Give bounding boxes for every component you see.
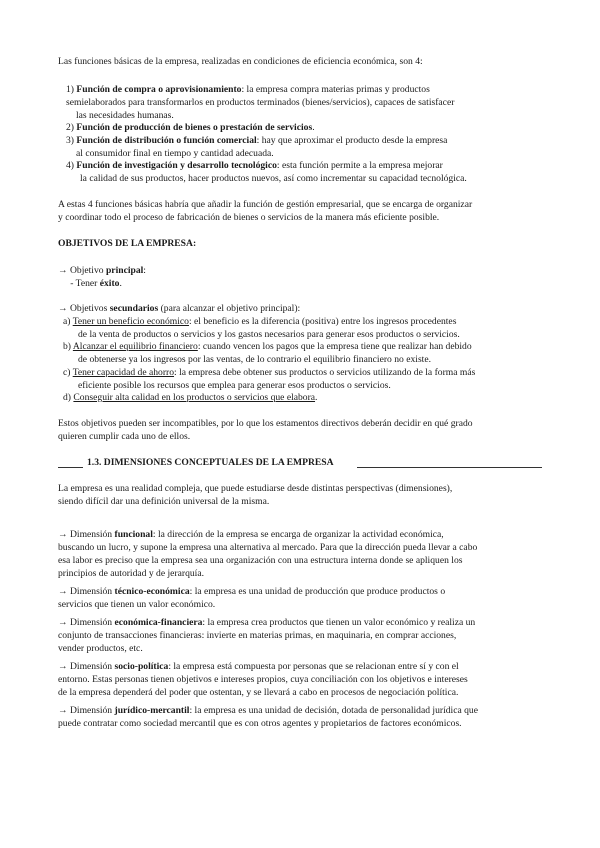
function-title: Función de investigación y desarrollo tecnológico bbox=[76, 160, 277, 171]
secundario-item-b bbox=[63, 341, 472, 353]
dimension-text-cont: conjunto de transacciones financieras: invierte en materias primas, en maquinaria, en comprar acciones, bbox=[58, 630, 457, 641]
item-title: Conseguir alta calidad en los productos o servicios que elabora bbox=[73, 392, 316, 403]
dimension-name: socio-política bbox=[114, 661, 169, 672]
dimension-prefix: → Dimensión bbox=[58, 529, 115, 540]
dimension-prefix: → Dimensión bbox=[58, 617, 115, 628]
incompatibles-paragraph-line: quieren cumplir cada uno de ellos. bbox=[58, 431, 191, 442]
dimension-text-cont: principios de autoridad y de jerarquía. bbox=[58, 568, 204, 579]
function-title: Función de distribución o función comercial bbox=[76, 135, 257, 146]
function-text: . bbox=[312, 122, 315, 133]
objetivo-prefix: → Objetivos bbox=[58, 303, 110, 314]
function-item-1 bbox=[66, 84, 430, 96]
dimension-text: : la dirección de la empresa se encarga de organizar la actividad económica, bbox=[152, 529, 444, 540]
objetivos-secundarios bbox=[58, 303, 300, 315]
objetivo-suffix: : bbox=[143, 265, 146, 276]
dimension-text: : la empresa crea productos que tienen un valor económico y realiza un bbox=[202, 617, 476, 628]
item-title: Tener un beneficio económico bbox=[72, 316, 189, 327]
secundario-item-c bbox=[63, 367, 475, 379]
function-text: : la empresa compra materias primas y productos bbox=[241, 84, 430, 95]
secundario-item-cont: de la venta de productos o servicios y los gastos necesarios para generar esos productos o servicios. bbox=[78, 329, 460, 340]
secundario-item-cont: eficiente posible los recursos que emplea para generar esos productos o servicios. bbox=[78, 380, 391, 391]
item-prefix: - Tener bbox=[70, 278, 100, 289]
section-rule-right bbox=[357, 467, 542, 468]
objetivo-principal bbox=[58, 265, 146, 277]
objetivo-suffix: (para alcanzar el objetivo principal): bbox=[158, 303, 301, 314]
dimension-text: : la empresa está compuesta por personas que se relacionan entre sí y con el bbox=[168, 661, 459, 672]
incompatibles-paragraph-line: Estos objetivos pueden ser incompatibles, por lo que los estamentos directivos deberán decidir en qué grado bbox=[58, 418, 473, 429]
objetivo-principal-item bbox=[63, 278, 122, 290]
objetivos-secundarios-label: secundarios bbox=[109, 303, 159, 314]
gestion-paragraph-line: A estas 4 funciones básicas habría que añadir la función de gestión empresarial, que se encarga de organizar bbox=[58, 199, 473, 210]
function-number: 2) bbox=[66, 122, 74, 133]
item-title: Alcanzar el equilibrio financiero bbox=[72, 341, 198, 352]
secundario-item-a bbox=[63, 316, 456, 328]
item-letter: c) bbox=[63, 367, 71, 378]
function-item-4 bbox=[66, 160, 443, 172]
item-text: : el beneficio es la diferencia (positiva) entre los ingresos procedentes bbox=[188, 316, 457, 327]
dimension-socio-politica bbox=[58, 661, 459, 673]
dimension-text-cont: entorno. Estas personas tienen objetivos e intereses propios, cuya conciliación con los objetivos e intereses bbox=[58, 674, 468, 685]
dimension-prefix: → Dimensión bbox=[58, 661, 115, 672]
item-text: : la empresa debe obtener sus productos o servicios utilizando de la forma más bbox=[174, 367, 476, 378]
item-letter: d) bbox=[63, 392, 71, 403]
item-letter: b) bbox=[63, 341, 71, 352]
function-text: : esta función permite a la empresa mejorar bbox=[276, 160, 443, 171]
dimension-text-cont: vender productos, etc. bbox=[58, 643, 143, 654]
item-letter: a) bbox=[63, 316, 71, 327]
objetivos-heading: OBJETIVOS DE LA EMPRESA: bbox=[58, 238, 197, 249]
objetivo-prefix: → Objetivo bbox=[58, 265, 106, 276]
dimension-text-cont: de la empresa dependerá del poder que ostentan, y se llevará a cabo en procesos de negociación política. bbox=[58, 687, 459, 698]
function-text-cont: semielaborados para transformarlos en productos terminados (bienes/servicios), capaces de satisfacer bbox=[66, 97, 455, 108]
dimension-text: : la empresa es una unidad de decisión, dotada de personalidad jurídica que bbox=[189, 705, 478, 716]
dimension-juridico-mercantil bbox=[58, 705, 478, 717]
dimension-funcional bbox=[58, 529, 444, 541]
function-number: 3) bbox=[66, 135, 74, 146]
dimension-name: técnico-económica bbox=[114, 586, 190, 597]
dimension-name: económica-financiera bbox=[114, 617, 203, 628]
section-title: 1.3. DIMENSIONES CONCEPTUALES DE LA EMPRESA bbox=[87, 457, 334, 468]
secundario-item-cont: de obtenerse ya los ingresos por las ventas, de lo contrario el equilibrio financiero no existe. bbox=[78, 354, 431, 365]
item-title: Tener capacidad de ahorro bbox=[72, 367, 175, 378]
dimension-name: jurídico-mercantil bbox=[114, 705, 190, 716]
item-text: . bbox=[315, 392, 318, 403]
function-text-cont: la calidad de sus productos, hacer productos nuevos, así como incrementar su capacidad tecnológica. bbox=[80, 173, 467, 184]
dimension-prefix: → Dimensión bbox=[58, 586, 115, 597]
item-suffix: . bbox=[119, 278, 122, 289]
function-number: 1) bbox=[66, 84, 74, 95]
function-text: : hay que aproximar el producto desde la empresa bbox=[256, 135, 448, 146]
function-number: 4) bbox=[66, 160, 74, 171]
section-rule-left bbox=[58, 467, 83, 468]
dimension-tecnico-economica bbox=[58, 586, 445, 598]
item-text: : cuando vencen los pagos que la empresa tiene que realizar han debido bbox=[197, 341, 472, 352]
function-text-cont: las necesidades humanas. bbox=[76, 110, 174, 121]
dimension-text: : la empresa es una unidad de producción que produce productos o bbox=[189, 586, 446, 597]
dimension-prefix: → Dimensión bbox=[58, 705, 115, 716]
dimension-text-cont: buscando un lucro, y supone la empresa una alternativa al mercado. Para que la dirección pueda llevar a cabo bbox=[58, 542, 478, 553]
function-title: Función de compra o aprovisionamiento bbox=[76, 84, 242, 95]
function-item-3 bbox=[66, 135, 447, 147]
gestion-paragraph-line: y coordinar todo el proceso de fabricación de bienes o servicios de la manera más eficiente posible. bbox=[58, 212, 440, 223]
dimension-text-cont: esa labor es preciso que la empresa sea una organización con una estructura interna donde se apliquen los bbox=[58, 555, 463, 566]
intro-text: Las funciones básicas de la empresa, realizadas en condiciones de eficiencia económica, son 4: bbox=[58, 56, 423, 67]
compleja-paragraph-line: La empresa es una realidad compleja, que puede estudiarse desde distintas perspectivas (dimensiones), bbox=[58, 483, 453, 494]
dimension-name: funcional bbox=[114, 529, 153, 540]
function-item-2 bbox=[66, 122, 315, 134]
function-title: Función de producción de bienes o prestación de servicios bbox=[76, 122, 313, 133]
dimension-economica-financiera bbox=[58, 617, 475, 629]
dimension-text-cont: servicios que tienen un valor económico. bbox=[58, 599, 216, 610]
compleja-paragraph-line: siendo difícil dar una definición universal de la misma. bbox=[58, 496, 270, 507]
objetivo-principal-label: principal bbox=[105, 265, 144, 276]
secundario-item-d bbox=[63, 392, 317, 404]
dimension-text-cont: puede contratar como sociedad mercantil que es con otros agentes y propietarios de factores económicos. bbox=[58, 718, 462, 729]
item-bold: éxito bbox=[99, 278, 120, 289]
function-text-cont: al consumidor final en tiempo y cantidad adecuada. bbox=[76, 148, 274, 159]
